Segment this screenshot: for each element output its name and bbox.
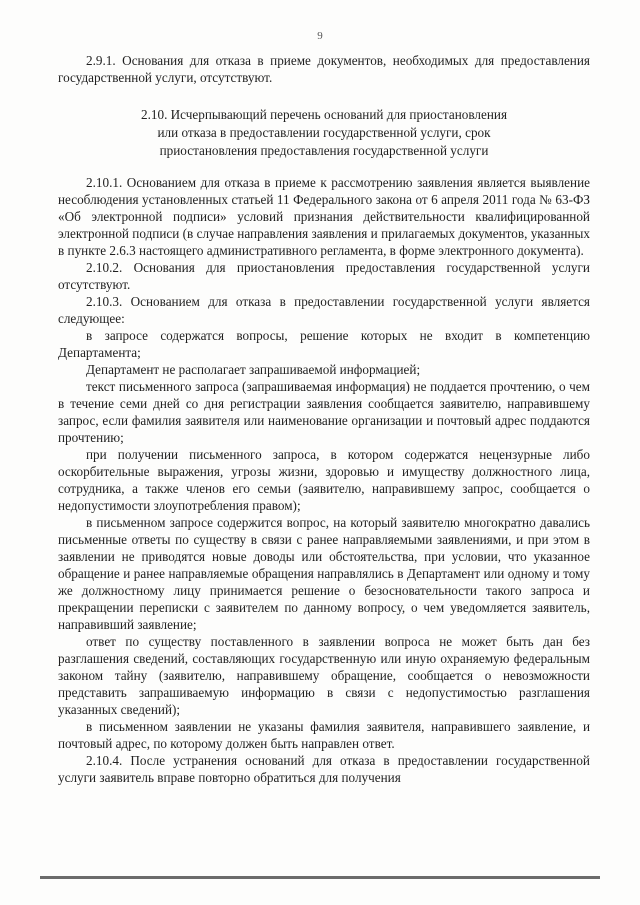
paragraph-2-10-4: 2.10.4. После устранения оснований для отказа в предоставлении государственной услуги заявитель вправе повторно обратиться для получения [58,753,590,785]
paragraph-2-10-1: 2.10.1. Основанием для отказа в приеме к рассмотрению заявления является выявление несоблюдения установленных статьей 11 Федерального закона от 6 апреля 2011 года № 63-ФЗ «Об электронной подписи» условий признания действительности квалифицированной электронной подписи (в случае направления заявления и прилагаемых документов, указанных в пункте 2.6.3 настоящего административного регламента, в форме электронного документа). [58,175,590,258]
list-item: текст письменного запроса (запрашиваемая информация) не поддается прочтению, о чем в течение семи дней со дня регистрации заявления сообщается заявителю, направившему запрос, если фамилия заявителя или наименование организации и почтовый адрес поддаются прочтению; [58,379,590,445]
list-item: при получении письменного запроса, в котором содержатся нецензурные либо оскорбительные выражения, угрозы жизни, здоровью и имуществу должностного лица, сотрудника, а также членов его семьи (заявителю, направившему запрос, сообщается о недопустимости злоупотребления правом); [58,447,590,513]
section-heading-line: 2.10. Исчерпывающий перечень оснований для приостановления [140,107,508,122]
list-item: в запросе содержатся вопросы, решение которых не входит в компетенцию Департамента; [58,328,590,360]
list-item: в письменном заявлении не указаны фамилия заявителя, направившего заявление, и почтовый адрес, по которому должен быть направлен ответ. [58,719,590,751]
page-number: 9 [317,30,323,42]
section-heading-2-10 [58,106,590,160]
bottom-scan-edge [40,876,600,879]
paragraph-2-10-2: 2.10.2. Основания для приостановления предоставления государственной услуги отсутствуют. [58,260,590,292]
list-item: ответ по существу поставленного в заявлении вопроса не может быть дан без разглашения сведений, составляющих государственную или иную охраняемую федеральным законом тайну (заявителю, направившему обращение, сообщается о невозможности представить запрашиваемую информацию в связи с недопустимостью разглашения указанных сведений); [58,634,590,717]
list-item: Департамент не располагает запрашиваемой информацией; [86,362,421,377]
paragraph-2-10-3: 2.10.3. Основанием для отказа в предоставлении государственной услуги является следующее: [58,294,590,326]
document-body [58,52,590,786]
paragraph-2-9-1: 2.9.1. Основания для отказа в приеме документов, необходимых для предоставления государственной услуги, отсутствуют. [58,53,590,85]
section-heading-line: приостановления предоставления государственной услуги [159,143,489,158]
section-heading-line: или отказа в предоставлении государственной услуги, срок [157,125,491,140]
list-item: в письменном запросе содержится вопрос, на который заявителю многократно давались письменные ответы по существу в связи с ранее направляемыми заявлениями, и при этом в заявлении не приводятся новые доводы или обстоятельства, при условии, что указанное обращение и ранее направляемые обращения направлялись в Департамент или одному и тому же должностному лицу принимается решение о безосновательности такого запроса и прекращении переписки с заявителем по данному вопросу, о чем уведомляется заявитель, направивший заявление; [58,515,590,632]
